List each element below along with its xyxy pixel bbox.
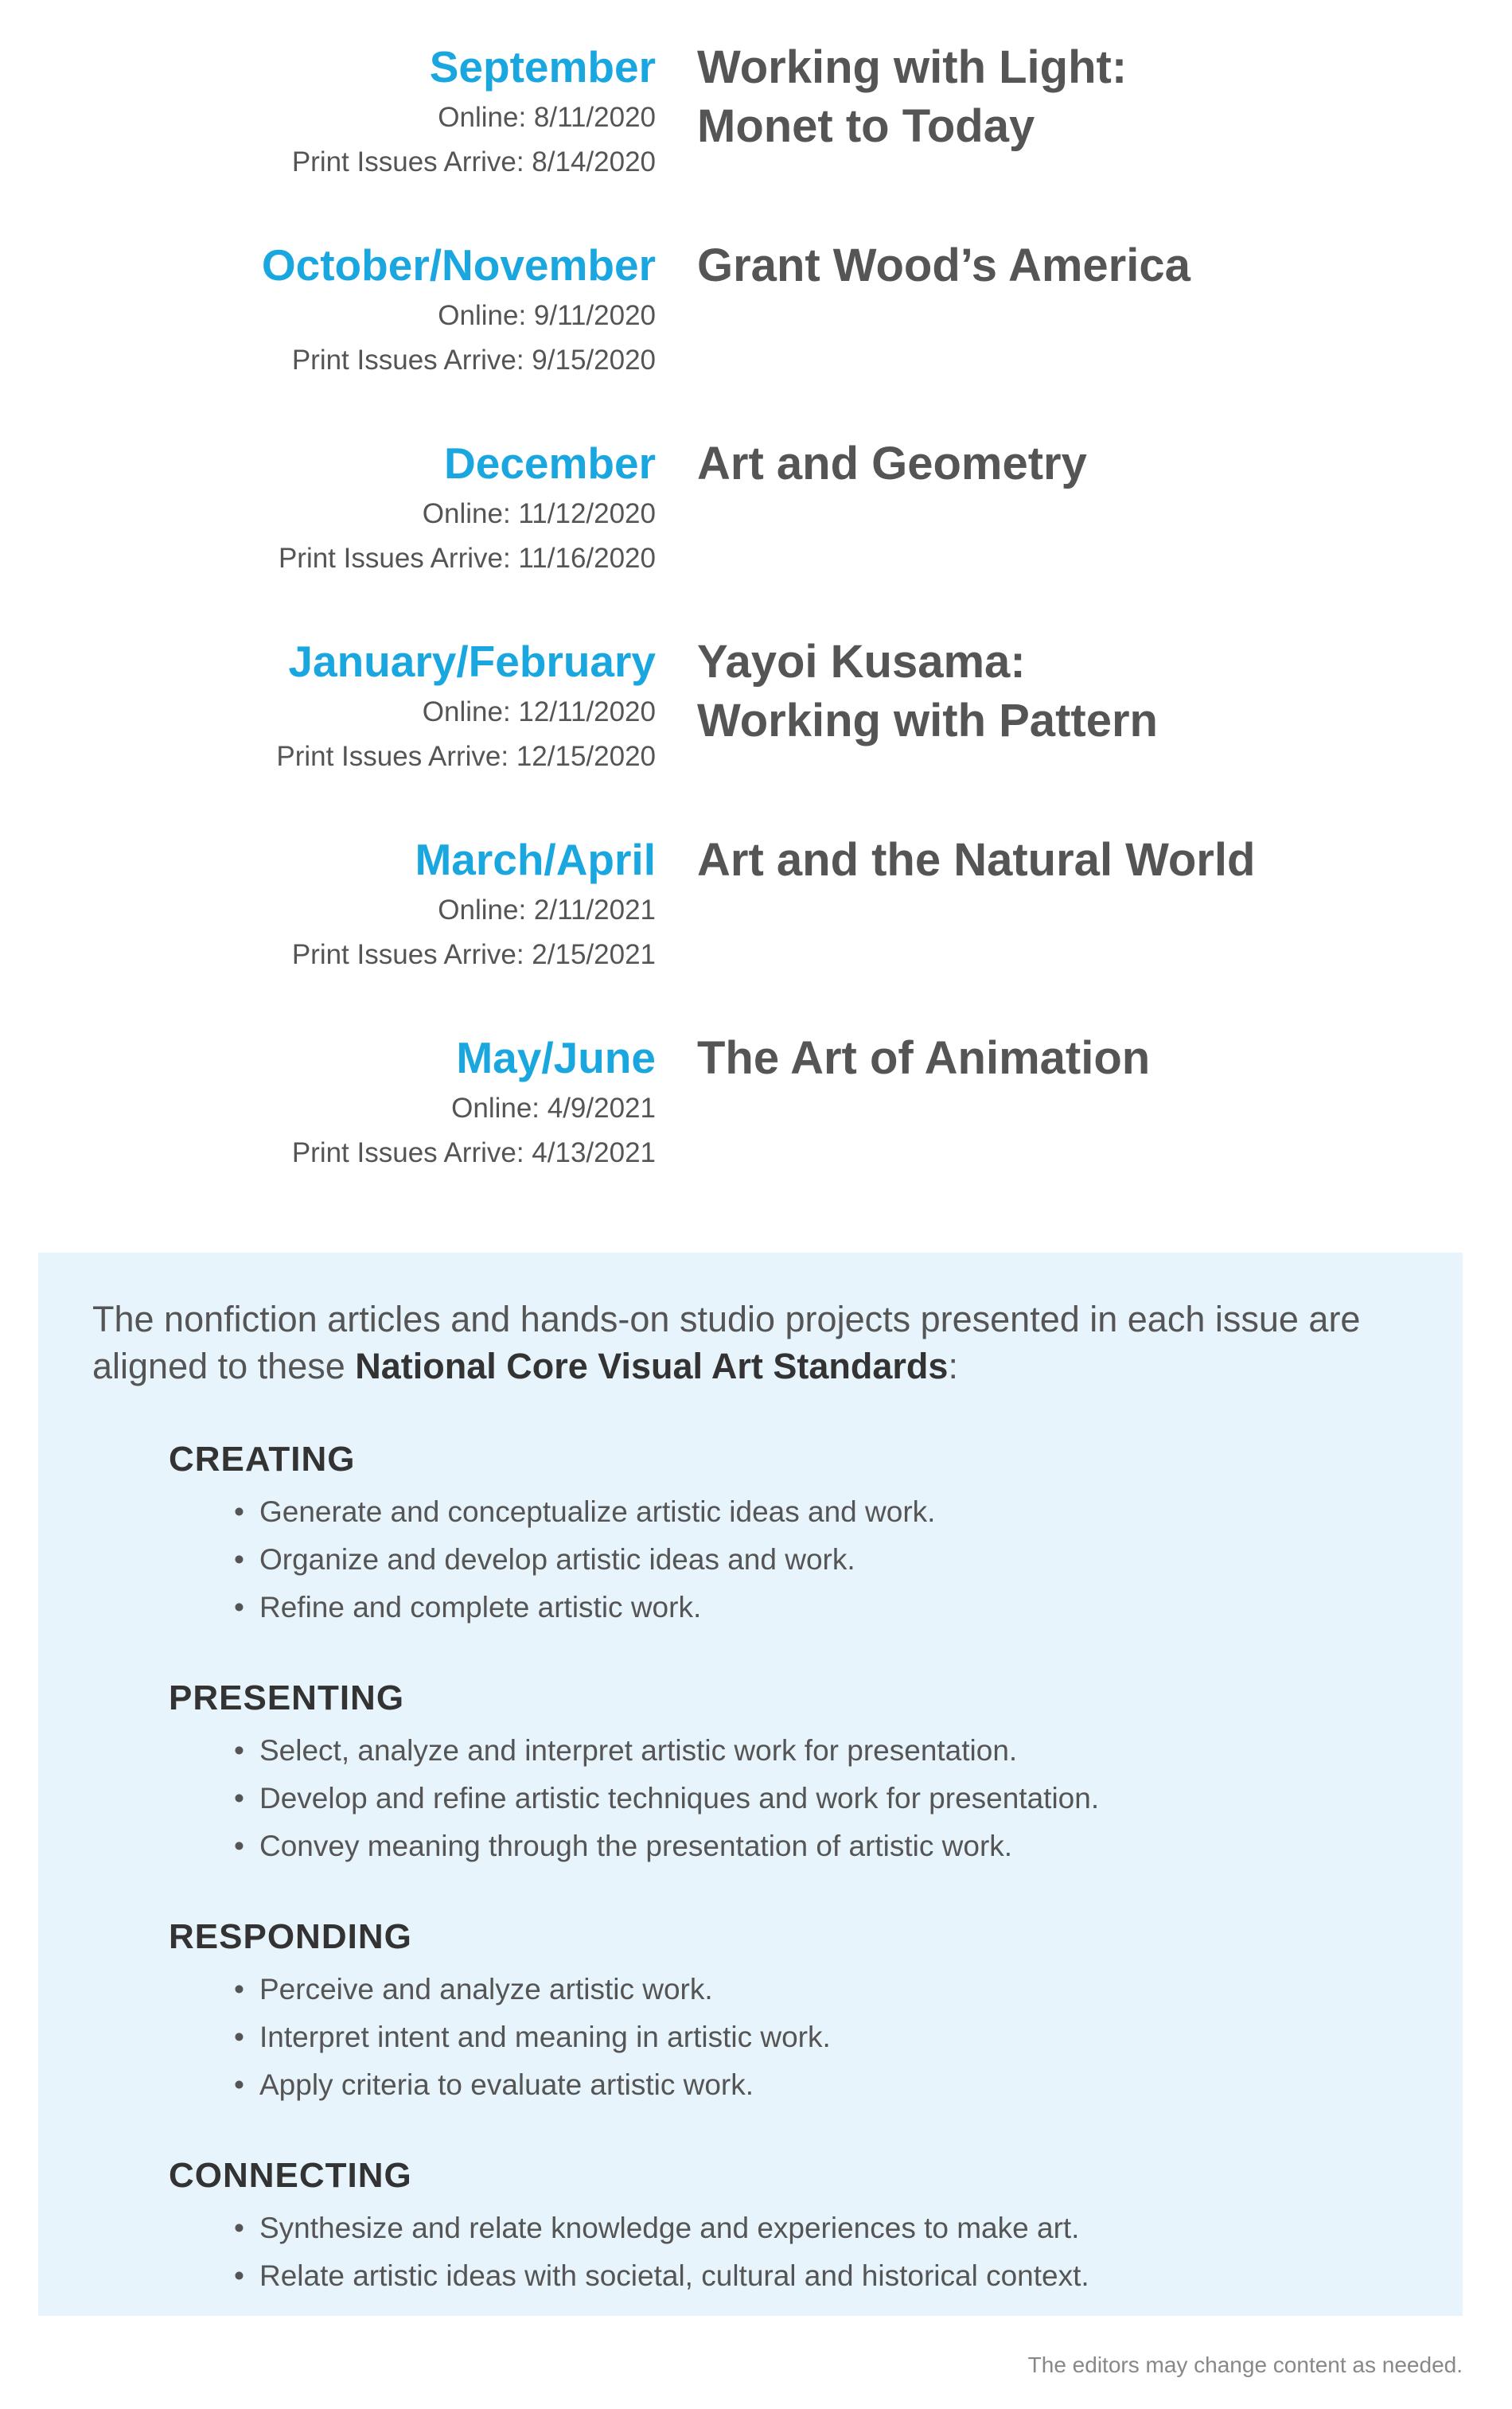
issue-row — [0, 38, 1512, 236]
standard-group-heading: RESPONDING — [169, 1917, 412, 1956]
issue-month: October/November — [261, 240, 656, 290]
print-arrival-date: Print Issues Arrive: 9/15/2020 — [291, 345, 656, 376]
online-date: Online: 4/9/2021 — [451, 1093, 656, 1124]
standard-item — [169, 1775, 1410, 1822]
issue-row — [0, 831, 1512, 1029]
standard-list — [169, 1727, 1410, 1870]
standard-item — [169, 1966, 1410, 2013]
online-date: Online: 12/11/2020 — [422, 696, 656, 727]
standard-item-text: Relate artistic ideas with societal, cultural and historical context. — [259, 2259, 1089, 2292]
bullet-icon: • — [234, 1782, 244, 1815]
issue-theme-line: Art and Geometry — [697, 438, 1087, 489]
issue-row — [0, 633, 1512, 831]
issue-schedule — [0, 38, 1512, 1227]
issue-month: May/June — [456, 1033, 656, 1082]
standards-intro-text: The nonfiction articles and hands-on studio projects presented in each issue are aligned to these — [92, 1299, 1361, 1386]
standard-item — [169, 1488, 1410, 1536]
standard-item — [169, 2204, 1410, 2252]
standard-group — [169, 1674, 1410, 1870]
issue-dates — [51, 236, 656, 383]
standard-group-heading: CREATING — [169, 1440, 356, 1479]
online-date: Online: 2/11/2021 — [438, 895, 656, 926]
issue-month: September — [429, 42, 656, 92]
print-arrival-date: Print Issues Arrive: 2/15/2021 — [291, 939, 656, 970]
issue-dates — [51, 435, 656, 581]
issue-dates — [51, 38, 656, 185]
standard-group-heading: PRESENTING — [169, 1678, 405, 1717]
bullet-icon: • — [234, 2212, 244, 2244]
online-date: Online: 11/12/2020 — [422, 498, 656, 529]
issue-theme — [697, 1029, 1461, 1088]
standards-intro-colon: : — [948, 1346, 958, 1386]
standard-item-text: Convey meaning through the presentation of artistic work. — [259, 1830, 1013, 1862]
issue-theme-line: Working with Light: — [697, 41, 1128, 93]
bullet-icon: • — [234, 2021, 244, 2053]
bullet-icon: • — [234, 2259, 244, 2292]
online-date: Online: 8/11/2020 — [438, 102, 656, 133]
standard-group — [169, 1913, 1410, 2109]
standard-item — [169, 1536, 1410, 1584]
issue-theme — [697, 38, 1461, 156]
standard-item — [169, 1584, 1410, 1631]
standard-item-text: Select, analyze and interpret artistic work for presentation. — [259, 1734, 1018, 1767]
issue-row — [0, 236, 1512, 435]
standard-item-text: Generate and conceptualize artistic ideas and work. — [259, 1495, 936, 1528]
standard-item — [169, 2061, 1410, 2109]
standards-intro — [92, 1296, 1445, 1390]
standard-group — [169, 2152, 1410, 2300]
standards-intro-bold: National Core Visual Art Standards — [355, 1346, 949, 1386]
issue-month: March/April — [415, 835, 656, 884]
bullet-icon: • — [234, 1495, 244, 1528]
bullet-icon: • — [234, 1973, 244, 2006]
standard-list — [169, 1488, 1410, 1631]
issue-month: January/February — [288, 637, 656, 686]
issue-theme — [697, 435, 1461, 493]
bullet-icon: • — [234, 1543, 244, 1576]
standard-item-text: Develop and refine artistic techniques and work for presentation. — [259, 1782, 1100, 1815]
issue-dates — [51, 633, 656, 779]
issue-theme-line: Yayoi Kusama: — [697, 636, 1026, 688]
issue-theme — [697, 831, 1461, 890]
standard-list — [169, 2204, 1410, 2300]
standard-item — [169, 2013, 1410, 2061]
print-arrival-date: Print Issues Arrive: 11/16/2020 — [278, 543, 656, 574]
standard-item — [169, 2252, 1410, 2300]
standard-item-text: Perceive and analyze artistic work. — [259, 1973, 713, 2006]
standards-panel — [38, 1253, 1463, 2316]
bullet-icon: • — [234, 1830, 244, 1862]
standard-item — [169, 1727, 1410, 1775]
issue-dates — [51, 1029, 656, 1175]
issue-theme — [697, 633, 1461, 750]
issue-theme-line: Working with Pattern — [697, 695, 1158, 746]
standard-item-text: Apply criteria to evaluate artistic work. — [259, 2068, 754, 2101]
issue-month: December — [444, 439, 656, 488]
issue-row — [0, 435, 1512, 633]
issue-theme-line: The Art of Animation — [697, 1032, 1151, 1084]
standard-list — [169, 1966, 1410, 2109]
standards-groups — [169, 1436, 1410, 2343]
footnote: The editors may change content as needed. — [1027, 2352, 1463, 2377]
bullet-icon: • — [234, 1591, 244, 1624]
standard-group-heading: CONNECTING — [169, 2156, 412, 2195]
print-arrival-date: Print Issues Arrive: 8/14/2020 — [291, 146, 656, 177]
standard-group — [169, 1436, 1410, 1631]
issue-theme-line: Grant Wood’s America — [697, 240, 1191, 291]
print-arrival-date: Print Issues Arrive: 4/13/2021 — [291, 1137, 656, 1168]
print-arrival-date: Print Issues Arrive: 12/15/2020 — [276, 741, 656, 772]
bullet-icon: • — [234, 1734, 244, 1767]
issue-row — [0, 1029, 1512, 1227]
issue-theme-line: Art and the Natural World — [697, 834, 1256, 886]
standard-item — [169, 1822, 1410, 1870]
standard-item-text: Synthesize and relate knowledge and experiences to make art. — [259, 2212, 1080, 2244]
standard-item-text: Interpret intent and meaning in artistic work. — [259, 2021, 831, 2053]
bullet-icon: • — [234, 2068, 244, 2101]
issue-theme-line: Monet to Today — [697, 100, 1035, 152]
issue-theme — [697, 236, 1461, 295]
online-date: Online: 9/11/2020 — [438, 300, 656, 331]
standard-item-text: Organize and develop artistic ideas and work. — [259, 1543, 855, 1576]
standard-item-text: Refine and complete artistic work. — [259, 1591, 702, 1624]
issue-dates — [51, 831, 656, 977]
